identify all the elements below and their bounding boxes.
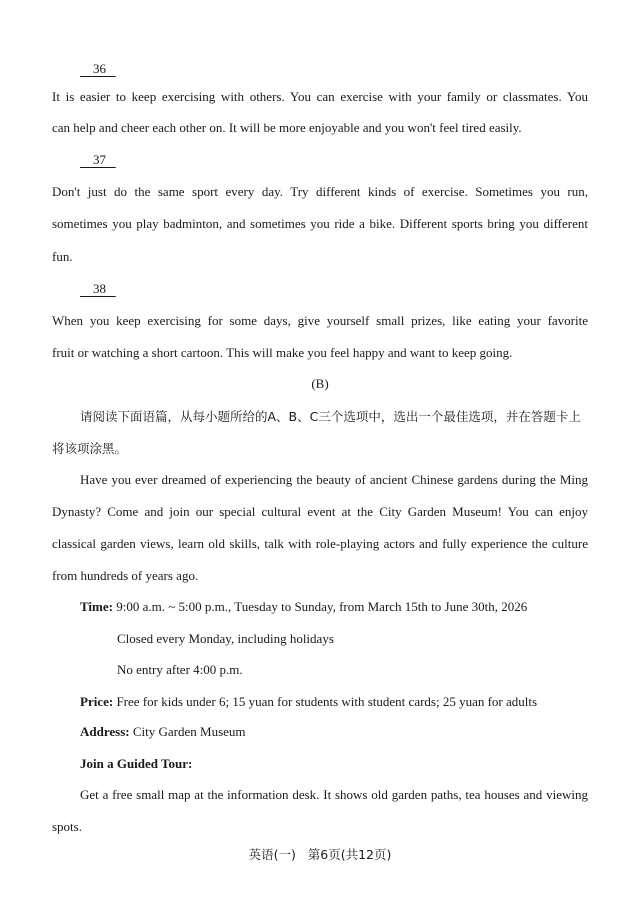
- paragraph-36-line-1: It is easier to keep exercising with others. You can exercise with your family or classmates. You: [52, 89, 588, 104]
- time-value: 9:00 a.m. ~ 5:00 p.m., Tuesday to Sunday, from March 15th to June 30th, 2026: [116, 599, 528, 614]
- tour-text-line-2: spots.: [52, 819, 82, 834]
- instruction-line-2: 将该项涂黑。: [52, 441, 128, 456]
- address-value: City Garden Museum: [132, 724, 246, 739]
- blank-38: 38: [93, 281, 106, 296]
- time-note-entry: No entry after 4:00 p.m.: [117, 662, 243, 677]
- price-value: Free for kids under 6; 15 yuan for students with student cards; 25 yuan for adults: [116, 694, 538, 709]
- paragraph-38-line-2: fruit or watching a short cartoon. This will make you feel happy and want to keep going.: [52, 345, 513, 360]
- intro-line-4: from hundreds of years ago.: [52, 568, 199, 583]
- time-row: [80, 599, 527, 615]
- intro-line-2: Dynasty? Come and join our special cultural event at the City Garden Museum! You can enjoy: [52, 504, 588, 519]
- address-row: [80, 724, 246, 740]
- instruction-line-1: 请阅读下面语篇，从每小题所给的A、B、C三个选项中，选出一个最佳选项，并在答题卡上: [80, 409, 581, 424]
- price-label: Price:: [80, 694, 114, 709]
- intro-line-1: Have you ever dreamed of experiencing the beauty of ancient Chinese gardens during the Ming: [80, 472, 588, 487]
- paragraph-37-line-3: fun.: [52, 249, 73, 264]
- intro-line-3: classical garden views, learn old skills, talk with role-playing actors and fully experience the culture: [52, 536, 588, 551]
- time-label: Time:: [80, 599, 113, 614]
- page-footer: 英语(一) 第6页(共12页): [248, 847, 392, 862]
- section-title-b: (B): [311, 376, 329, 391]
- paragraph-37-line-2: sometimes you play badminton, and sometimes you ride a bike. Different sports bring you different: [52, 216, 588, 231]
- blank-37: 37: [93, 152, 106, 167]
- paragraph-36-line-2: can help and cheer each other on. It will be more enjoyable and you won't feel tired easily.: [52, 120, 522, 135]
- address-label: Address:: [80, 724, 130, 739]
- paragraph-37-line-1: Don't just do the same sport every day. Try different kinds of exercise. Sometimes you run,: [52, 184, 588, 199]
- tour-text-line-1: Get a free small map at the information desk. It shows old garden paths, tea houses and viewing: [80, 787, 588, 802]
- tour-heading: Join a Guided Tour:: [80, 756, 193, 771]
- time-note-closed: Closed every Monday, including holidays: [117, 631, 334, 646]
- paragraph-38-line-1: When you keep exercising for some days, give yourself small prizes, like eating your favorite: [52, 313, 588, 328]
- price-row: [80, 694, 537, 710]
- blank-36: 36: [93, 61, 106, 76]
